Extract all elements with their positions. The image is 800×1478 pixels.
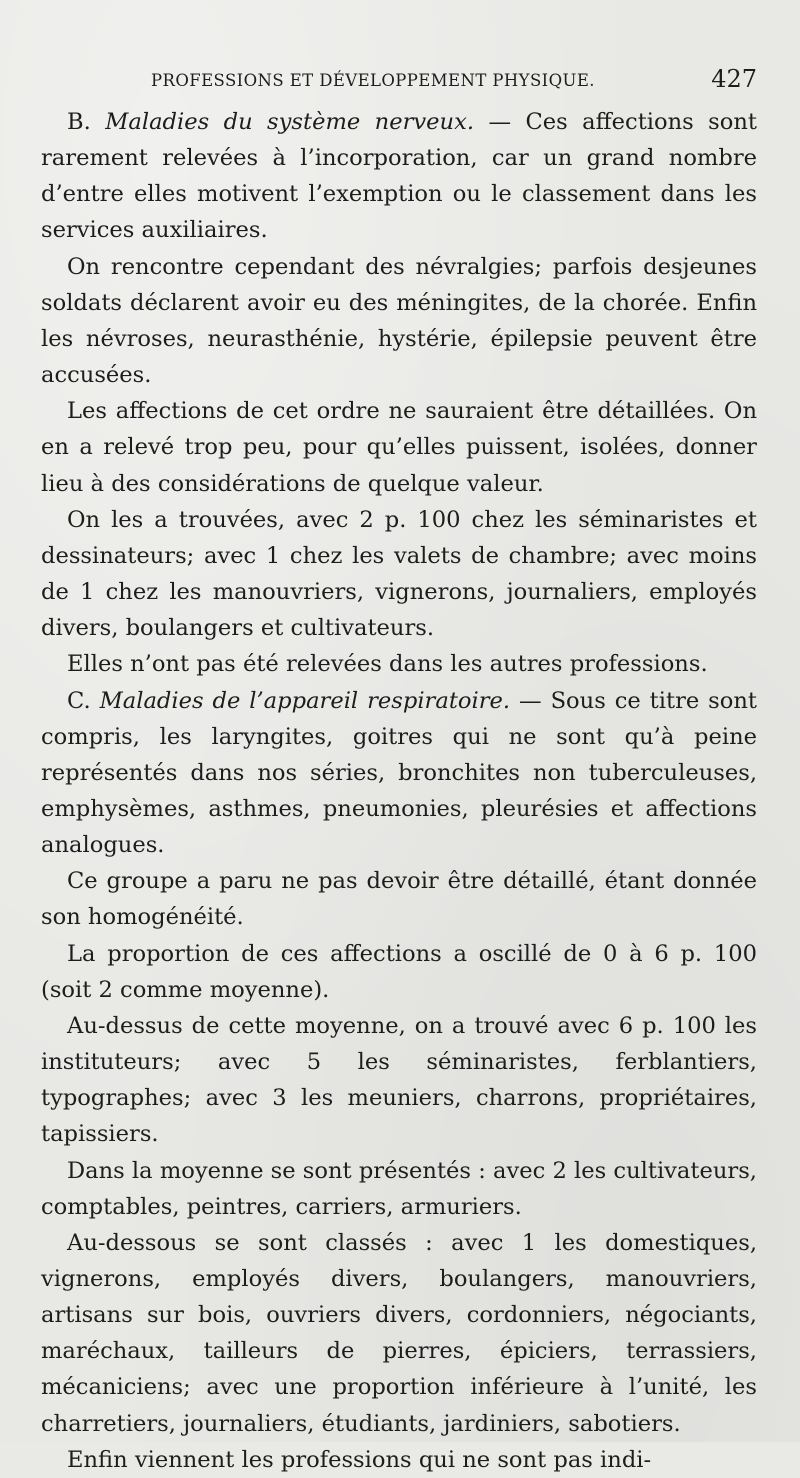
section-label: B. [67,109,91,135]
paragraph [41,936,757,1008]
paragraph [41,249,757,394]
running-header [151,65,757,97]
heading-dash: — [510,687,551,714]
paragraph [41,1225,757,1442]
paragraph-c-heading [41,683,757,864]
paragraph-text: Ce groupe a paru ne pas devoir être détaillé, étant donnée son homogénéité. [41,868,757,931]
page-body [41,104,757,1478]
paragraph-text: Enfin viennent les professions qui ne sont pas indi- [67,1446,652,1473]
paragraph-text: Sous ce titre sont compris, les laryngites, goitres qui ne sont qu’à peine représentés dans nos séries, bronchites non tuberculeuses, emphysèmes, asthmes, pneumonies, pleurésies et affections analogues. [41,687,757,859]
paragraph-text: On les a trouvées, avec 2 p. 100 chez les séminaristes et dessinateurs; avec 1 chez les valets de chambre; avec moins de 1 chez les manouvriers, vignerons, journaliers, employés divers, boulangers et cultivateurs. [41,506,757,642]
paragraph-text: La proportion de ces affections a oscillé de 0 à 6 p. 100 (soit 2 comme moyenne). [41,940,757,1003]
paragraph-text: Au-dessous se sont classés : avec 1 les domestiques, vignerons, employés divers, boulangers, manouvriers, artisans sur bois, ouvriers divers, cordonniers, négociants, maréchaux, tailleurs de pierres, épiciers, terrassiers, mécaniciens; avec une proportion inférieure à l’unité, les charretiers, journaliers, étudiants, jardiniers, sabotiers. [41,1229,757,1437]
paragraph [41,393,757,501]
section-label: C. [67,687,91,714]
page-number: 427 [711,65,757,93]
section-heading: Maladies du système nerveux. [105,109,475,135]
paragraph-text: Au-dessus de cette moyenne, on a trouvé avec 6 p. 100 les instituteurs; avec 5 les séminaristes, ferblantiers, typographes; avec 3 les meuniers, charrons, propriétaires, tapissiers. [41,1012,757,1148]
paragraph [41,863,757,935]
paragraph [41,646,757,682]
paragraph-text: Dans la moyenne se sont présentés : avec 2 les cultivateurs, comptables, peintres, carriers, armuriers. [41,1157,757,1220]
paragraph-text: On rencontre cependant des névralgies; parfois desjeunes soldats déclarent avoir eu des méningites, de la chorée. Enfin les névroses, neurasthénie, hystérie, épilepsie peuvent être accusées. [41,253,757,389]
paragraph-final [41,1442,757,1478]
paragraph-text: Elles n’ont pas été relevées dans les autres professions. [67,651,708,678]
running-title: PROFESSIONS ET DÉVELOPPEMENT PHYSIQUE. [151,71,595,90]
section-heading: Maladies de l’appareil respiratoire. [99,687,511,714]
paragraph [41,1008,757,1153]
heading-dash: — [474,109,526,135]
paragraph [41,502,757,647]
paragraph-text: Les affections de cet ordre ne sauraient être détaillées. On en a relevé trop peu, pour qu’elles puissent, isolées, donner lieu à des considérations de quelque valeur. [41,398,757,497]
paragraph-b-heading [41,104,757,249]
paragraph-text: Ces affections sont rarement relevées à l’incorporation, car un grand nombre d’entre elles motivent l’exemption ou le classement dans les services auxiliaires. [41,109,757,244]
paragraph [41,1153,757,1225]
